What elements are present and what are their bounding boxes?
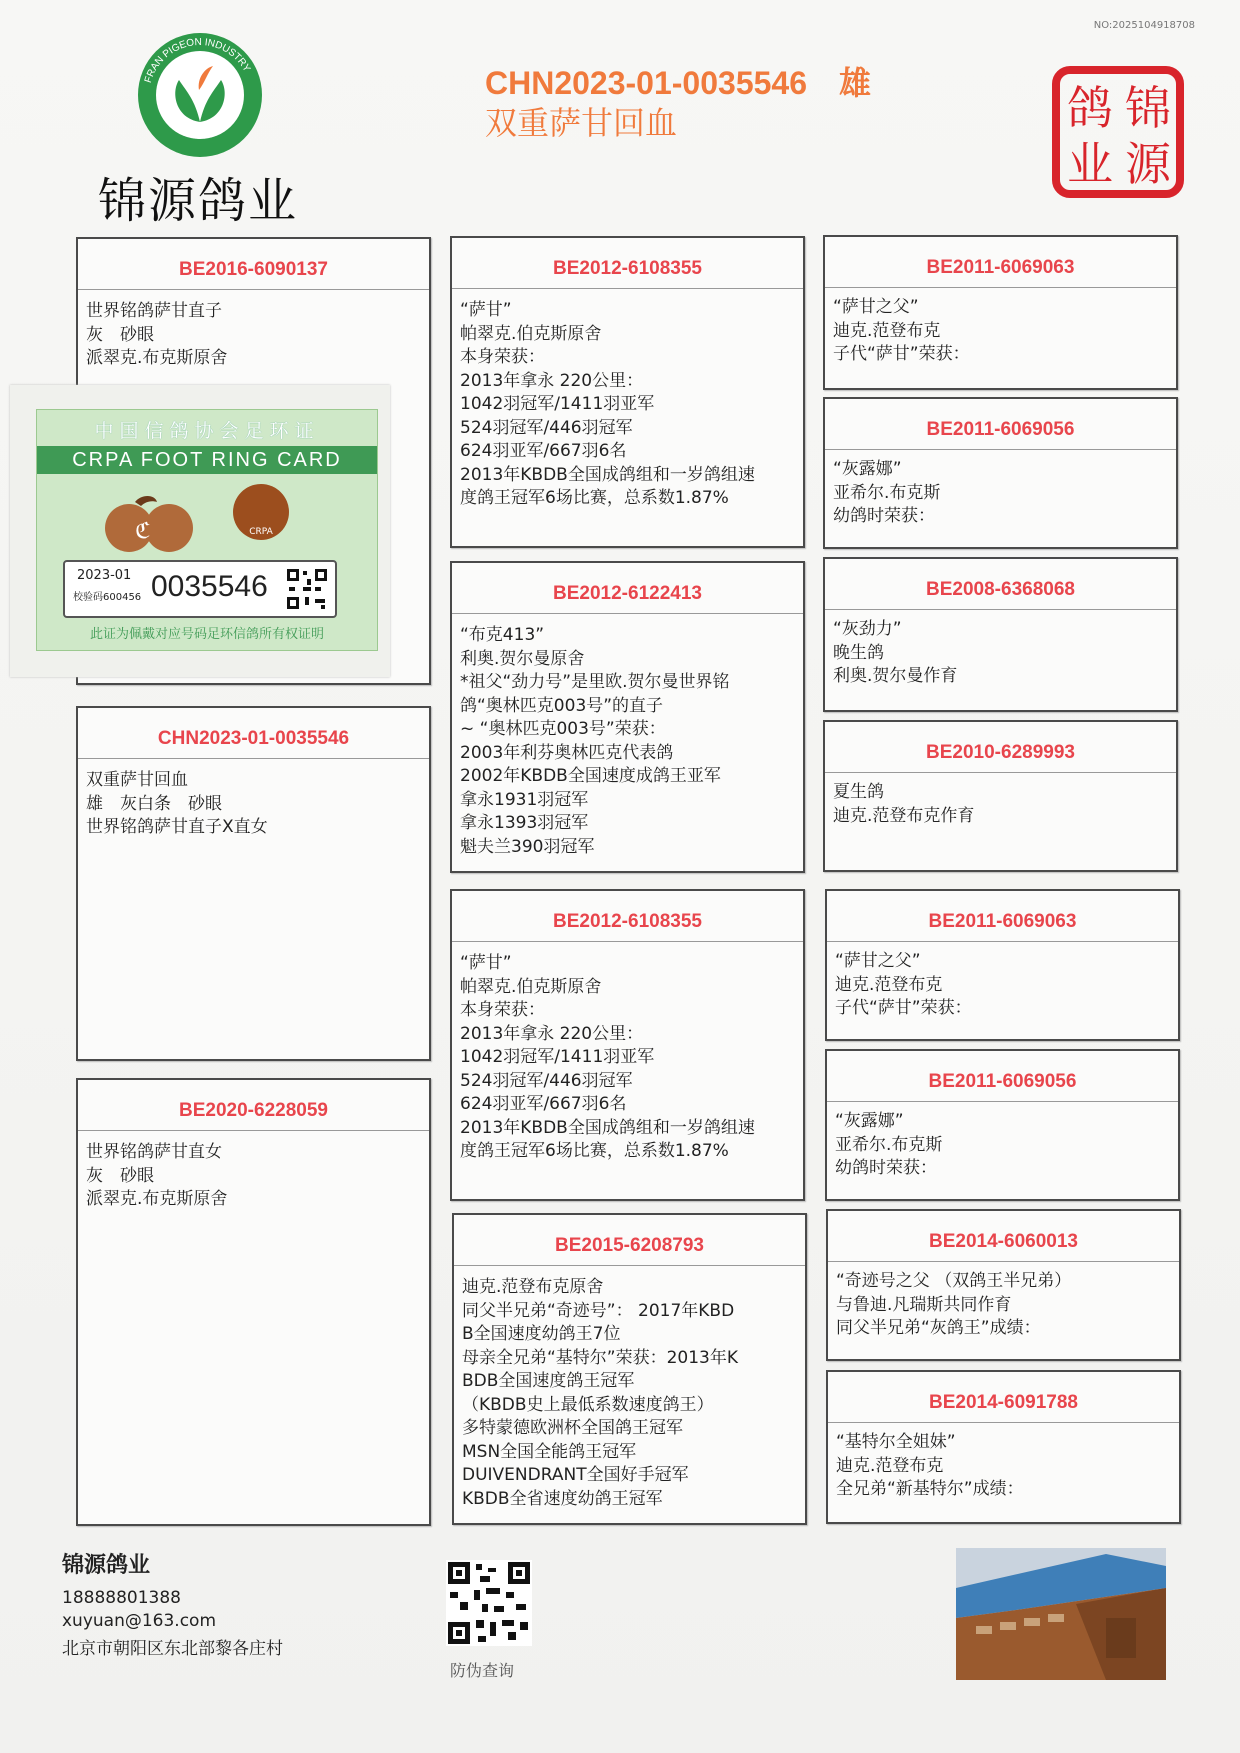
ring-card-body	[36, 409, 378, 651]
brand-name: 锦源鸽业	[98, 173, 299, 229]
box-line: 2013年拿永 220公里：	[460, 1023, 644, 1044]
box-line: 2003年利芬奥林匹克代表鸽	[460, 742, 674, 763]
box-line: 2013年拿永 220公里：	[460, 370, 644, 391]
box-lines	[825, 610, 1176, 689]
footer-address: 北京市朝阳区东北部黎各庄村	[62, 1639, 283, 1659]
pedigree-box-ggp-4	[823, 720, 1178, 872]
ring-id: BE2011-6069056	[926, 419, 1075, 440]
box-lines	[78, 1131, 429, 1212]
box-line: 灰 砂眼	[86, 1165, 154, 1186]
ring-card-title-cn: 中国信鸽协会足环证	[94, 420, 320, 442]
ring-id: BE2020-6228059	[179, 1100, 328, 1121]
pedigree-box-ggp-8	[826, 1370, 1181, 1524]
pigeon-ring-number: CHN2023-01-0035546 雄	[485, 65, 872, 101]
footer-phone: 18888801388	[62, 1588, 181, 1608]
pedigree-box-ggp-5	[825, 889, 1180, 1041]
globe-pigeon-icon	[105, 488, 193, 556]
box-lines	[827, 1102, 1178, 1181]
crpa-badge-label: CRPA	[249, 527, 273, 537]
crpa-foot-ring-card	[10, 385, 390, 677]
box-lines	[825, 450, 1176, 529]
box-line: 524羽冠军/446羽冠军	[460, 417, 633, 438]
box-line: 双重萨甘回血	[86, 770, 188, 790]
box-line: MSN全国全能鸽王冠军	[462, 1441, 637, 1462]
box-line: 拿永1393羽冠军	[460, 813, 589, 833]
box-line: 幼鸽时荣获：	[833, 506, 935, 526]
box-lines	[825, 773, 1176, 828]
check-code: 校验码600456	[73, 592, 142, 603]
ring-id: BE2014-6091788	[929, 1392, 1078, 1413]
ring-id: BE2012-6122413	[553, 583, 702, 604]
svg-text:鸽: 鸽	[1067, 81, 1113, 135]
box-line: 多特蒙德欧洲杯全国鸽王冠军	[462, 1418, 683, 1438]
box-line: 624羽亚军/667羽6名	[460, 441, 627, 461]
box-line: 624羽亚军/667羽6名	[460, 1094, 627, 1114]
box-line: B全国速度幼鸽王7位	[462, 1324, 621, 1344]
pedigree-box-granddam-2	[452, 1213, 807, 1525]
box-line: 世界铭鸽萨甘直子X直女	[86, 817, 268, 837]
box-line: 524羽冠军/446羽冠军	[460, 1070, 633, 1091]
box-line: 迪克.范登布克作育	[833, 805, 975, 826]
box-line: “灰露娜”	[835, 1111, 904, 1131]
box-line: 帕翠克.伯克斯原舍	[460, 323, 602, 344]
box-line: 2013年KBDB全国成鸽组和一岁鸽组速	[460, 464, 755, 485]
box-line: 晚生鸽	[833, 642, 884, 663]
box-lines	[828, 1423, 1179, 1502]
box-line: “基特尔全姐妹”	[836, 1432, 956, 1452]
ring-card-footer: 此证为佩戴对应号码足环信鸽所有权证明	[89, 627, 324, 642]
box-line: 母亲全兄弟“基特尔”荣获：2013年K	[462, 1347, 739, 1368]
qr-label: 防伪查询	[450, 1661, 515, 1680]
pigeon-loft-photo	[956, 1548, 1166, 1680]
box-lines	[825, 288, 1176, 367]
footer-brand: 锦源鸽业	[62, 1553, 151, 1578]
box-line: 与鲁迪.凡瑞斯共同作育	[836, 1294, 1012, 1315]
box-line: 1042羽冠军/1411羽亚军	[460, 394, 655, 414]
ring-id: BE2012-6108355	[553, 258, 702, 279]
box-lines	[78, 290, 429, 371]
pigeon-name: 双重萨甘回血	[485, 104, 678, 142]
box-line: 本身荣获：	[460, 347, 545, 367]
pedigree-box-grandsire-1	[450, 236, 805, 548]
pedigree-box-ggp-3	[823, 557, 1178, 712]
box-line: “萨甘之父”	[835, 951, 921, 971]
ring-id: BE2014-6060013	[929, 1231, 1078, 1252]
ring-id: BE2016-6090137	[179, 259, 328, 280]
box-line: “奇迹号之父 （双鸽王半兄弟）	[836, 1271, 1072, 1291]
box-line: 2002年KBDB全国速度成鸽王亚军	[460, 766, 721, 786]
box-line: DUIVENDRANT全国好手冠军	[462, 1465, 689, 1485]
box-line: 同父半兄弟“奇迹号”： 2017年KBD	[462, 1300, 735, 1321]
box-line: 世界铭鸽萨甘直女	[86, 1142, 222, 1162]
box-lines	[452, 289, 803, 511]
ring-id: BE2011-6069063	[926, 257, 1075, 278]
logo-text	[135, 30, 265, 160]
box-line: 子代“萨甘”荣获：	[833, 344, 970, 364]
crpa-badge-icon	[233, 484, 289, 540]
pedigree-box-dam	[76, 1078, 431, 1526]
box-line: “灰露娜”	[833, 459, 902, 479]
ring-id: BE2010-6289993	[926, 742, 1075, 763]
box-line: 鸽“奥林匹克003号”的直子	[460, 695, 664, 716]
svg-text:FENGYUAN: FENGYUAN	[176, 123, 227, 141]
box-line: 幼鸽时荣获：	[835, 1158, 937, 1178]
box-line: 雄 灰白条 砂眼	[86, 793, 222, 814]
pedigree-box-granddam-1	[450, 561, 805, 873]
box-line: 灰 砂眼	[86, 324, 154, 345]
ring-id: BE2011-6069063	[928, 911, 1077, 932]
ring-number-bar	[63, 560, 337, 618]
pedigree-box-ggp-2	[823, 397, 1178, 549]
box-line: 夏生鸽	[833, 782, 884, 802]
pedigree-box-subject	[76, 706, 431, 1061]
box-line: 利奥.贺尔曼作育	[833, 666, 958, 686]
box-line: 2013年KBDB全国成鸽组和一岁鸽组速	[460, 1117, 755, 1138]
box-line: BDB全国速度鸽王冠军	[462, 1371, 635, 1391]
footer-email: xuyuan@163.com	[62, 1611, 217, 1631]
box-line: “萨甘”	[460, 953, 512, 973]
box-line: 亚希尔.布克斯	[835, 1134, 943, 1155]
box-line: 全兄弟“新基特尔”成绩：	[836, 1479, 1024, 1499]
box-lines	[452, 942, 803, 1164]
box-line: 拿永1931羽冠军	[460, 789, 589, 810]
ring-id: BE2012-6108355	[553, 911, 702, 932]
box-line: 迪克.范登布克	[833, 320, 941, 341]
box-line: 派翠克.布克斯原舍	[86, 348, 228, 368]
box-line: 子代“萨甘”荣获：	[835, 998, 972, 1018]
box-line: 本身荣获：	[460, 1000, 545, 1020]
box-line: “萨甘之父”	[833, 297, 919, 317]
ring-year: 2023-01	[77, 568, 132, 583]
box-line: 迪克.范登布克原舍	[462, 1277, 604, 1297]
box-lines	[78, 759, 429, 840]
pedigree-box-ggp-7	[826, 1209, 1181, 1361]
red-seal-stamp-icon	[1048, 62, 1188, 202]
box-line: “灰劲力”	[833, 619, 902, 639]
svg-text:ℭ: ℭ	[135, 518, 151, 543]
ring-id: CHN2023-01-0035546	[157, 728, 350, 749]
box-line: 同父半兄弟“灰鸽王”成绩：	[836, 1318, 1041, 1338]
anti-counterfeit-qr-icon[interactable]	[446, 1560, 532, 1646]
box-line: “布克413”	[460, 625, 545, 645]
box-line: 迪克.范登布克	[836, 1455, 944, 1476]
box-line: *祖父“劲力号”是里欧.贺尔曼世界铭	[460, 672, 730, 692]
pedigree-box-ggp-1	[823, 235, 1178, 390]
ring-id: BE2008-6368068	[926, 579, 1075, 600]
box-line: 度鸽王冠军6场比赛，总系数1.87%	[460, 1141, 729, 1161]
box-line: 迪克.范登布克	[835, 974, 943, 995]
box-lines	[827, 942, 1178, 1021]
box-line: 派翠克.布克斯原舍	[86, 1189, 228, 1209]
box-line: KBDB全省速度幼鸽王冠军	[462, 1488, 663, 1509]
box-line: 帕翠克.伯克斯原舍	[460, 976, 602, 997]
svg-text:FRAN PIGEON INDUSTRY: FRAN PIGEON INDUSTRY	[142, 36, 253, 85]
box-line: ~ “奥林匹克003号”荣获：	[460, 719, 666, 739]
box-line: （KBDB史上最低系数速度鸽王）	[462, 1394, 714, 1415]
box-line: 魁夫兰390羽冠军	[460, 836, 595, 857]
box-line: 利奥.贺尔曼原舍	[460, 648, 585, 669]
pedigree-box-ggp-6	[825, 1049, 1180, 1201]
box-lines	[828, 1262, 1179, 1341]
svg-text:源: 源	[1125, 137, 1171, 191]
ring-id: BE2015-6208793	[555, 1235, 704, 1256]
ring-card-title-en: CRPA FOOT RING CARD	[37, 446, 377, 474]
pedigree-box-grandsire-2	[450, 889, 805, 1201]
box-line: 世界铭鸽萨甘直子	[86, 301, 222, 321]
document-number: NO:2025104918708	[1093, 20, 1195, 31]
svg-text:锦: 锦	[1125, 81, 1171, 135]
box-line: 度鸽王冠军6场比赛，总系数1.87%	[460, 488, 729, 508]
box-lines	[454, 1266, 805, 1511]
box-line: “萨甘”	[460, 300, 512, 320]
ring-number: 0035546	[151, 570, 268, 603]
box-line: 亚希尔.布克斯	[833, 482, 941, 503]
box-line: 1042羽冠军/1411羽亚军	[460, 1047, 655, 1067]
ring-id: BE2011-6069056	[928, 1071, 1077, 1092]
box-lines	[452, 614, 803, 859]
qr-code-icon	[285, 567, 329, 611]
svg-text:业: 业	[1067, 137, 1113, 191]
